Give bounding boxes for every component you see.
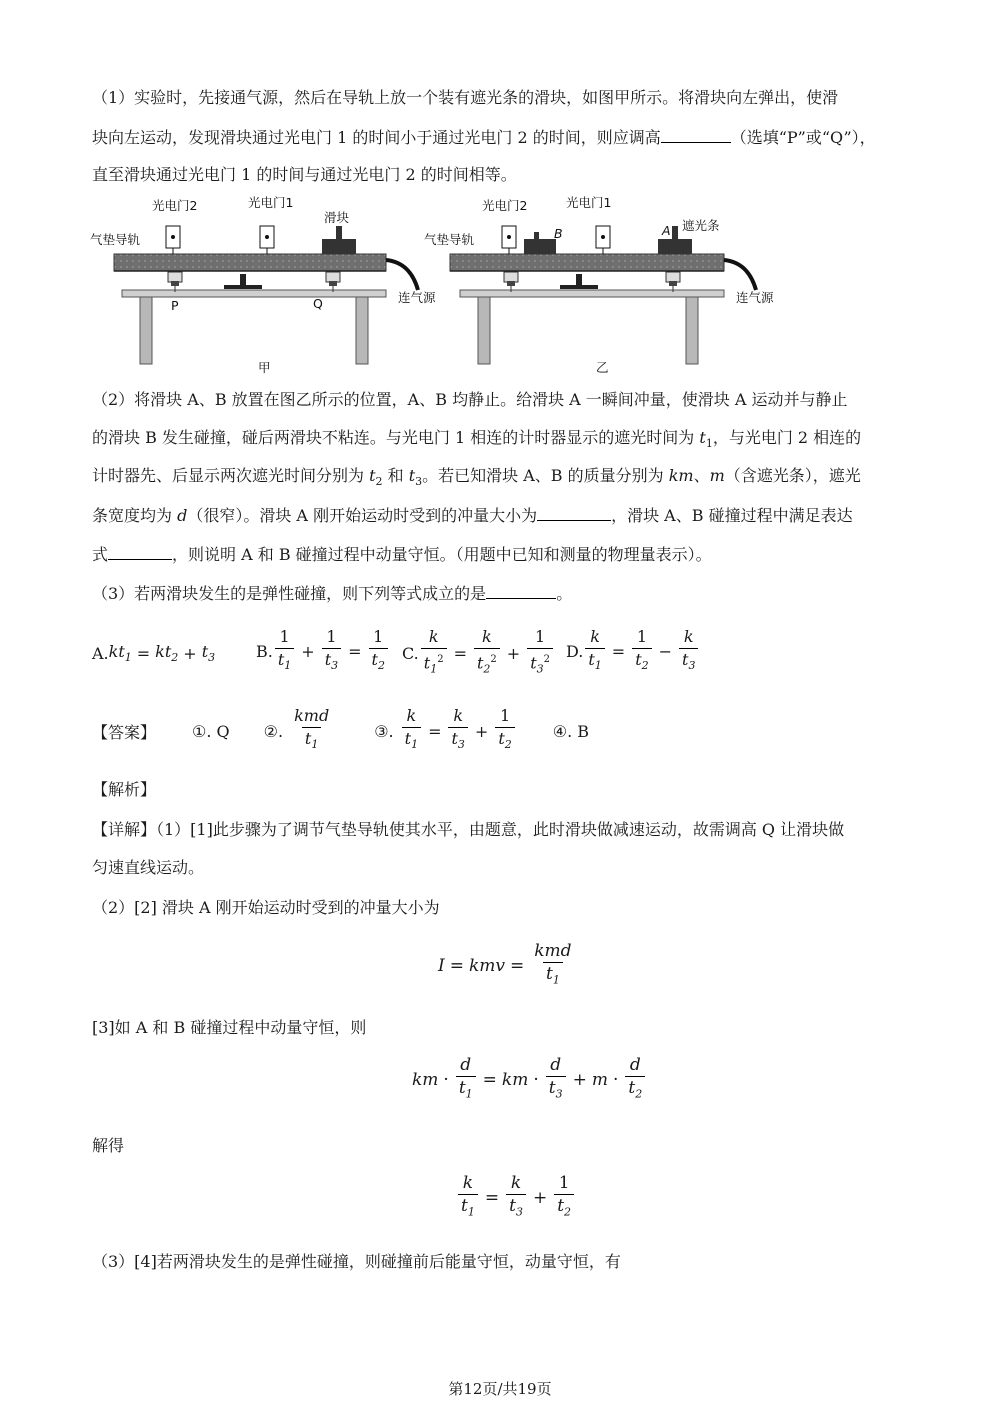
q1-line2 [92,128,912,148]
q2-line3b: 和 [382,466,409,485]
q2-line3a: 计时器先、后显示两次遮光时间分别为 [92,466,370,485]
fig-right-a-label: A [662,223,671,238]
q2-line4: 条宽度均为 d（很窄）。滑块 A 刚开始运动时受到的冲量大小为 ，滑块 A、B 碰撞过程中满足表达 [92,506,853,525]
detail-line3: （2）[2] 滑块 A 刚开始运动时受到的冲量大小为 [92,898,440,917]
fig-right-shade-label: 遮光条 [682,218,720,233]
q2-line3e: （含遮光条），遮光 [724,466,861,485]
equation-result: $\frac{k}{t_1}$ = $\frac{k}{t_3}$ + $\frac{1}{t_2}$ [456,1174,576,1221]
answer-row: 【答案】 ①. Q ②. $\frac{\text{kmd}}{t_1}$ ③. $\frac{k}{t_1}$ = $\frac{k}{t_3}$ + $\frac{1}{t_2}$ ④. B [92,706,589,756]
q2-line5b: ，则说明 A 和 B 碰撞过程中动量守恒。（用题中已知和测量的物理量表示）。 [172,545,712,564]
fig-right-gate1-label: 光电门1 [566,195,612,210]
fig-left-gate1-label: 光电门1 [248,195,294,210]
fig-right-gate2-label: 光电门2 [482,198,528,213]
q2-line2: 的滑块 B 发生碰撞，碰后两滑块不粘连。与光电门 1 相连的计时器显示的遮光时间为 $t_1$，与光电门 2 相连的 [92,428,862,451]
q3-line1b: 。 [556,584,573,603]
fig-left-p-label: P [171,298,179,313]
fig-right-caption: 乙 [596,360,609,375]
option-a: A. $kt_1$ = $kt_2$ + $t_3$ [92,642,216,665]
fig-right-b-label: B [554,226,563,241]
answer-blank-2 [537,506,611,521]
q2-line3d: 、 [693,466,710,485]
fig-left-gate2-label: 光电门2 [152,198,198,213]
q3-line1a: （3）若两滑块发生的是弹性碰撞，则下列等式成立的是 [92,584,487,603]
q2-line4a: 条宽度均为 [92,506,178,525]
q2-line4b: （很窄）。滑块 A 刚开始运动时受到的冲量大小为 [187,506,538,525]
option-d-label: D. [566,642,584,662]
option-c: C. $\frac{k}{t_1^2}$ = $\frac{k}{t_2^2}$ + $\frac{1}{t_3^2}$ [402,628,555,679]
q2-line3c: 。若已知滑块 A、B 的质量分别为 [422,466,669,485]
page-footer: 第12页/共19页 [448,1380,552,1398]
option-d: D. $\frac{k}{t_1}$ = $\frac{1}{t_2}$ − $\frac{k}{t_3}$ [566,628,700,675]
experiment-figure [88,192,808,378]
option-b: B. $\frac{1}{t_1}$ + $\frac{1}{t_3}$ = $\frac{1}{t_2}$ [256,628,390,675]
option-c-label: C. [402,643,419,663]
fig-left-q-label: Q [313,296,323,311]
q3-line1 [92,584,912,604]
fig-left-caption: 甲 [258,360,271,375]
detail-line1: 【详解】（1）[1]此步骤为了调节气垫导轨使其水平，由题意，此时滑块做减速运动，故需调高 Q 让滑块做 [92,820,845,839]
q2-line4c: ，滑块 A、B 碰撞过程中满足表达 [611,506,853,525]
q2-line2b: ，与光电门 2 相连的 [712,428,862,447]
analysis-label: 【解析】 [92,780,157,799]
answer-1: ①. Q [192,721,230,741]
equation-momentum: km · $\frac{d}{t_1}$ = km · $\frac{d}{t_3}$ + m · $\frac{d}{t_2}$ [412,1056,647,1103]
fig-left-rail-label: 气垫导轨 [90,232,141,247]
answer-3-label: ③. [374,721,394,741]
q2-line1: （2）将滑块 A、B 放置在图乙所示的位置，A、B 均静止。给滑块 A 一瞬间冲量，使滑块 A 运动并与静止 [92,390,848,409]
answer-blank-3 [108,545,172,560]
option-a-label: A. [92,643,109,663]
q2-line5a: 式 [92,545,109,564]
q2-line2a: 的滑块 B 发生碰撞，碰后两滑块不粘连。与光电门 1 相连的计时器显示的遮光时间为 [92,428,700,447]
q1-line2a: 块向左运动，发现滑块通过光电门 1 的时间小于通过光电门 2 的时间，则应调高 [92,128,661,147]
detail-line2: 匀速直线运动。 [92,858,205,877]
fig-left-air-label: 连气源 [398,290,436,305]
answer-2-label: ②. [263,721,284,741]
q1-line2b: （选填“P”或“Q”）， [730,128,876,147]
figure-left [90,195,436,375]
detail-line6: （3）[4]若两滑块发生的是弹性碰撞，则碰撞前后能量守恒，动量守恒，有 [92,1252,621,1271]
q1-line1: （1）实验时，先接通气源，然后在导轨上放一个装有遮光条的滑块，如图甲所示。将滑块向左弹出，使滑 [92,88,839,107]
answer-blank-1 [661,128,731,143]
detail-line4: [3]如 A 和 B 碰撞过程中动量守恒，则 [92,1018,367,1037]
equation-impulse: I = kmv = $\frac{\text{kmd}}{t_1}$ [438,942,577,989]
answer-label: 【答案】 [92,722,157,742]
fig-right-air-label: 连气源 [736,290,774,305]
fig-left-slider-label: 滑块 [324,210,350,225]
answer-4: ④. B [552,721,590,741]
q2-line3: 计时器先、后显示两次遮光时间分别为 $t_2$ 和 $t_3$。若已知滑块 A、B 的质量分别为 km、m（含遮光条），遮光 [92,466,861,489]
q1-line3: 直至滑块通过光电门 1 的时间与通过光电门 2 的时间相等。 [92,165,517,184]
figure-right [424,195,774,375]
fig-right-rail-label: 气垫导轨 [424,232,475,247]
q2-line5 [92,545,912,565]
answer-blank-4 [486,584,556,599]
option-b-label: B. [256,642,273,662]
detail-line5: 解得 [92,1136,125,1155]
